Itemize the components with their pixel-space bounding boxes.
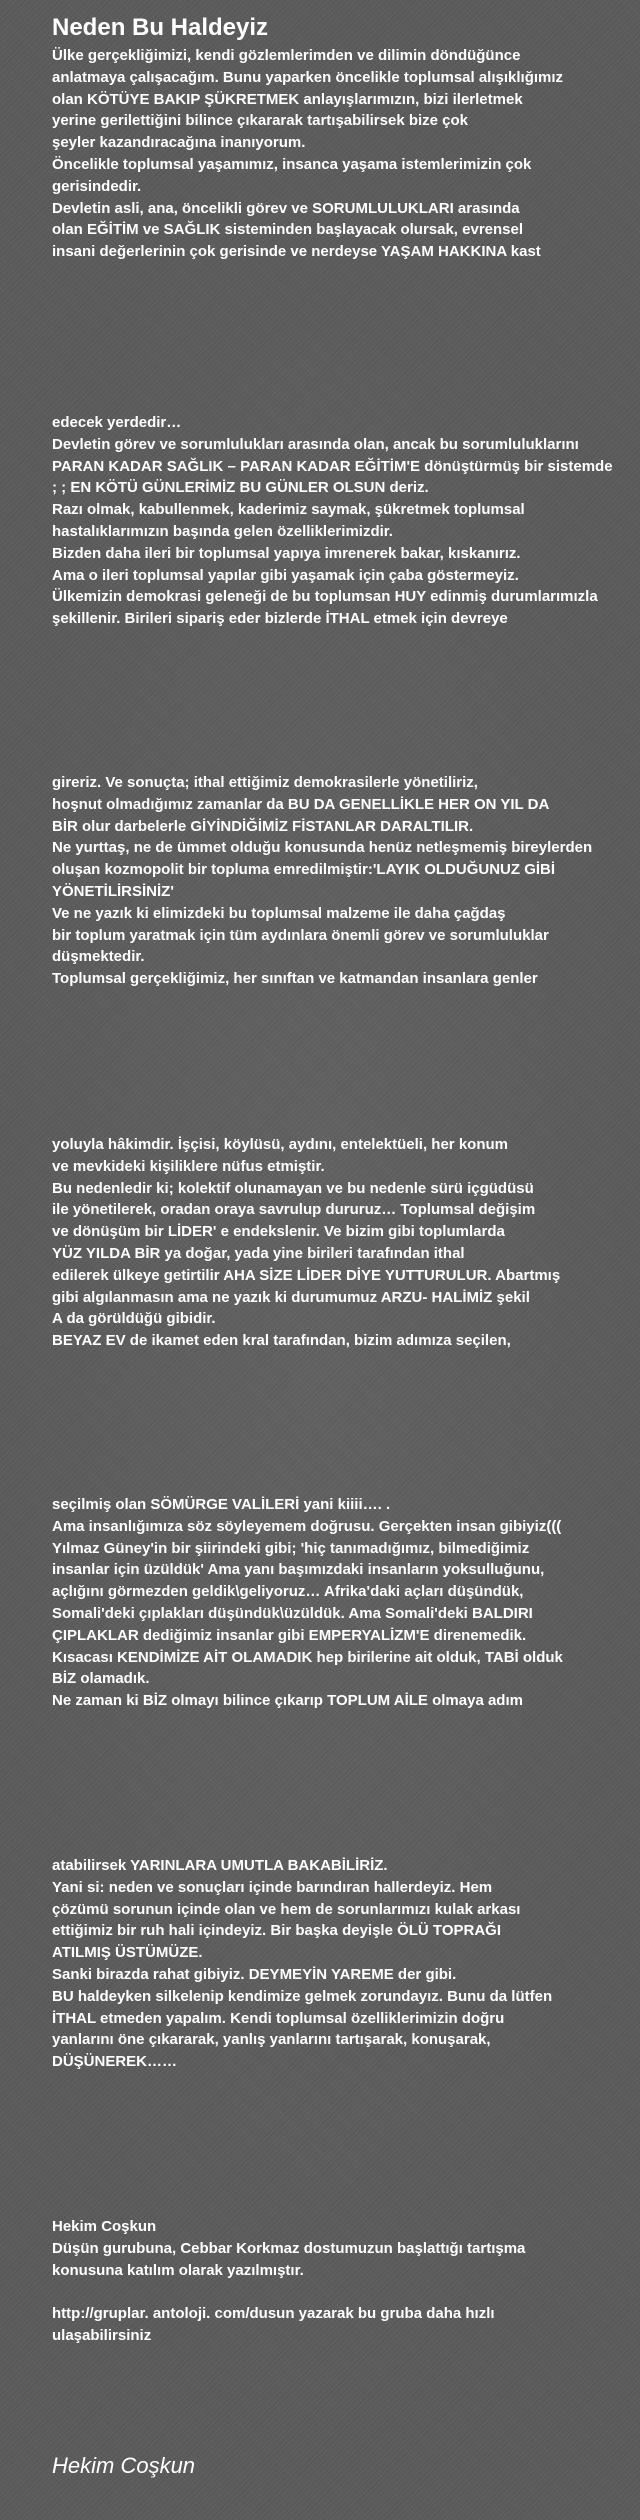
poem-line: Ama o ileri toplumsal yapılar gibi yaşamak için çaba göstermeyiz. bbox=[52, 566, 519, 584]
poem-block bbox=[52, 2216, 640, 2347]
poem-line: A da görüldüğü gibidir. bbox=[52, 1310, 216, 1328]
author-signature: Hekim Coşkun bbox=[52, 2453, 196, 2478]
poem-line: BU haldeyken silkelenip kendimize gelmek zorundayız. Bunu da lütfen bbox=[52, 1987, 553, 2005]
poem-line: Devletin asli, ana, öncelikli görev ve SORUMLULUKLARI arasında bbox=[52, 199, 520, 217]
poem-line: BİR olur darbelerle GİYİNDİĞİMİZ FİSTANLAR DARALTILIR. bbox=[52, 817, 474, 835]
poem-line: ulaşabilirsiniz bbox=[52, 2326, 152, 2344]
blank-line bbox=[52, 2281, 640, 2303]
poem-line: edecek yerdedir… bbox=[52, 414, 182, 431]
poem-line: Bizden daha ileri bir toplumsal yapıya imrenerek bakar, kıskanırız. bbox=[52, 544, 521, 562]
poem-line: Toplumsal gerçekliğimiz, her sınıftan ve katmandan insanlara genler bbox=[52, 970, 538, 988]
poem-line: ettiğimiz bir ruh hali içindeyiz. Bir başka deyişle ÖLÜ TOPRAĞI bbox=[52, 1922, 501, 1940]
poem-line: İTHAL etmeden yapalım. Kendi toplumsal özelliklerimizin doğru bbox=[52, 2009, 505, 2027]
poem-line: yanlarını öne çıkararak, yanlış yanlarını tartışarak, konuşarak, bbox=[52, 2031, 491, 2049]
poem-line: Ne yurttaş, ne de ümmet olduğu konusunda henüz netleşmemiş bireylerden bbox=[52, 839, 593, 857]
poem-line: ile yönetilerek, oradan oraya savrulup dururuz… Toplumsal değişim bbox=[52, 1201, 536, 1219]
poem-line: Ama insanlığımıza söz söyleyemem doğrusu. Gerçekten insan gibiyiz((( bbox=[52, 1517, 562, 1535]
poem-line: ATILMIŞ ÜSTÜMÜZE. bbox=[52, 1944, 203, 1962]
poem-line: yoluyla hâkimdir. İşçisi, köylüsü, aydını, entelektüeli, her konum bbox=[52, 1136, 508, 1153]
poem-line: olan EĞİTİM ve SAĞLIK sisteminden başlayacak olursak, evrensel bbox=[52, 221, 524, 239]
poem-line: Ve ne yazık ki elimizdeki bu toplumsal malzeme ile daha çağdaş bbox=[52, 904, 506, 922]
poem-line: PARAN KADAR SAĞLIK – PARAN KADAR EĞİTİM'E dönüştürmüş bir sistemde bbox=[52, 457, 613, 475]
poem-line: YÖNETİLİRSİNİZ' bbox=[52, 882, 174, 900]
poem-line: BEYAZ EV de ikamet eden kral tarafından, bizim adımıza seçilen, bbox=[52, 1332, 511, 1350]
poem-line: insani değerlerinin çok gerisinde ve nerdeyse YAŞAM HAKKINA kast bbox=[52, 243, 541, 261]
poem-line: Sanki birazda rahat gibiyiz. DEYMEYİN YAREME der gibi. bbox=[52, 1965, 457, 1983]
poem-line: atabilirsek YARINLARA UMUTLA BAKABİLİRİZ. bbox=[52, 1857, 388, 1874]
poem-line: Düşün gurubuna, Cebbar Korkmaz dostumuzun başlattığı tartışma bbox=[52, 2239, 526, 2257]
poem-line: konusuna katılım olarak yazılmıştır. bbox=[52, 2261, 304, 2279]
poem-line: gerisindedir. bbox=[52, 177, 142, 195]
poem-line: olan KÖTÜYE BAKIP ŞÜKRETMEK anlayışlarımızın, bizi ilerletmek bbox=[52, 90, 523, 108]
poem-block bbox=[52, 772, 640, 990]
poem-line: ve dönüşüm bir LİDER' e endekslenir. Ve bizim gibi toplumlarda bbox=[52, 1223, 505, 1241]
poem-line: şekillenir. Birileri sipariş eder bizlerde İTHAL etmek için devreye bbox=[52, 610, 508, 628]
poem-line: ÇIPLAKLAR dediğimiz insanlar gibi EMPERYALİZM'E direnemedik. bbox=[52, 1626, 527, 1644]
poem-line: Yılmaz Güney'in bir şiirindeki gibi; 'hiç tanımadığımız, bilmediğimiz bbox=[52, 1539, 530, 1557]
poem-block bbox=[52, 412, 640, 630]
poem-line: BİZ olamadık. bbox=[52, 1670, 150, 1688]
poem-line: Devletin görev ve sorumlulukları arasında olan, ancak bu sorumluluklarını bbox=[52, 435, 579, 453]
poem-line: YÜZ YILDA BİR ya doğar, yada yine birileri tarafından ithal bbox=[52, 1244, 465, 1262]
poem-line: Somali'deki çıplakları düşündük\üzüldük. Ama Somali'deki BALDIRI bbox=[52, 1604, 533, 1622]
poem-line: Ne zaman ki BİZ olmayı bilince çıkarıp TOPLUM AİLE olmaya adım bbox=[52, 1692, 523, 1710]
poem-line: seçilmiş olan SÖMÜRGE VALİLERİ yani kiiii…. . bbox=[52, 1496, 391, 1513]
poem-line: Yani si: neden ve sonuçları içinde barındıran hallerdeyiz. Hem bbox=[52, 1878, 493, 1896]
poem-block bbox=[52, 1494, 640, 1712]
poem-title: Neden Bu Haldeyiz bbox=[52, 14, 269, 41]
poem-line: gibi algılanmasın ama ne yazık ki durumumuz ARZU- HALİMİZ şekil bbox=[52, 1288, 530, 1306]
poem-line: Bu nedenledir ki; kolektif olunamayan ve bu nedenle sürü içgüdüsü bbox=[52, 1179, 534, 1197]
poem-line: düşmektedir. bbox=[52, 948, 145, 966]
poem-block bbox=[52, 45, 640, 263]
poem-block bbox=[52, 1855, 640, 2073]
poem-line: Ülke gerçekliğimizi, kendi gözlemlerimden ve dilimin döndüğünce bbox=[52, 47, 521, 64]
poem-line: edilerek ülkeye getirtilir AHA SİZE LİDER DİYE YUTTURULUR. Abartmış bbox=[52, 1266, 561, 1284]
poem-line: Kısacası KENDİMİZE AİT OLAMADIK hep birilerine ait olduk, TABİ olduk bbox=[52, 1648, 563, 1666]
poem-line: açlığını görmezden geldik\geliyoruz… Afrika'daki açları düşündük, bbox=[52, 1583, 524, 1601]
poem-line: Ülkemizin demokrasi geleneği de bu toplumsan HUY edinmiş durumlarımızla bbox=[52, 588, 598, 606]
poem-line: http://gruplar. antoloji. com/dusun yazarak bu gruba daha hızlı bbox=[52, 2305, 495, 2323]
poem-line: oluşan kozmopolit bir topluma emredilmiştir:'LAYIK OLDUĞUNUZ GİBİ bbox=[52, 861, 556, 879]
poem-line: anlatmaya çalışacağım. Bunu yaparken öncelikle toplumsal alışıklığımız bbox=[52, 68, 564, 86]
poem-line: insanlar için üzüldük' Ama yanı başımızdaki insanların yoksulluğunu, bbox=[52, 1561, 545, 1579]
poem-line: hoşnut olmadığımız zamanlar da BU DA GENELLİKLE HER ON YIL DA bbox=[52, 795, 550, 813]
poem-line: Öncelikle toplumsal yaşamımız, insanca yaşama istemlerimizin çok bbox=[52, 155, 532, 173]
poem-line: DÜŞÜNEREK…… bbox=[52, 2053, 178, 2071]
poem-line: bir toplum yaratmak için tüm aydınlara önemli görev ve sorumluluklar bbox=[52, 926, 549, 944]
poem-line: şeyler kazandıracağına inanıyorum. bbox=[52, 134, 306, 152]
poem-line: çözümü sorunun içinde olan ve hem de sorunlarımızı kulak arkası bbox=[52, 1900, 521, 1918]
poem-line: yerine gerilettiğini bilince çıkararak tartışabilirsek bize çok bbox=[52, 112, 469, 130]
poem-line: ve mevkideki kişiliklere nüfus etmiştir. bbox=[52, 1157, 325, 1175]
poem-line: ; ; EN KÖTÜ GÜNLERİMİZ BU GÜNLER OLSUN deriz. bbox=[52, 479, 429, 497]
poem-line: hastalıklarımızın başında gelen özelliklerimizdir. bbox=[52, 522, 393, 540]
poem-line: gireriz. Ve sonuçta; ithal ettiğimiz demokrasilerle yönetiliriz, bbox=[52, 774, 478, 791]
poem-line: Razı olmak, kabullenmek, kaderimiz saymak, şükretmek toplumsal bbox=[52, 501, 525, 519]
poem-line: Hekim Coşkun bbox=[52, 2218, 157, 2235]
poem-block bbox=[52, 1134, 640, 1352]
